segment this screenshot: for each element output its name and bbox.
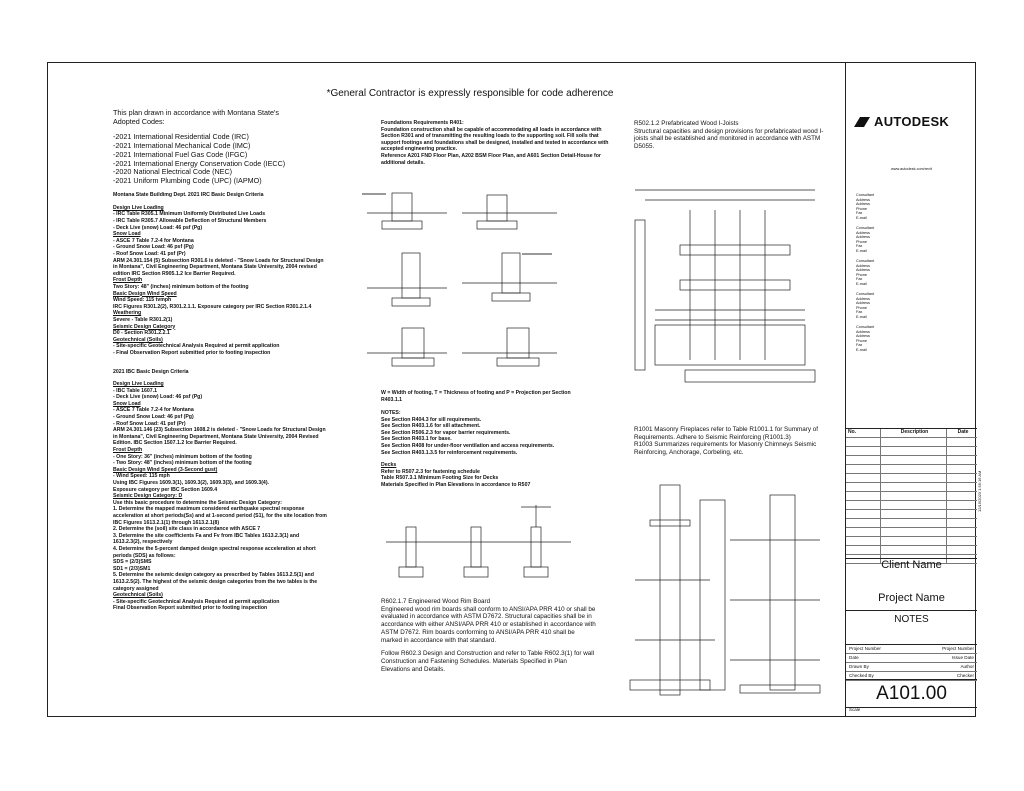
foundation-title: Foundations Requirements R401: bbox=[381, 120, 464, 126]
revision-row bbox=[846, 537, 977, 546]
i-joist-drawing bbox=[625, 170, 830, 410]
foundation-section bbox=[381, 120, 609, 166]
autodesk-logo bbox=[854, 114, 949, 129]
contractor-note: *General Contractor is expressly responsible for code adherence bbox=[326, 88, 614, 99]
footing-details-drawing bbox=[362, 183, 562, 388]
ibc-line: 2. Determine the (soil) site class in accordance with ASCE 7 bbox=[113, 526, 261, 533]
consultant-line: E-mail bbox=[856, 281, 867, 286]
irc-line: D0 - Section R301.2.2.1 bbox=[113, 330, 170, 337]
wtp-note: W = Width of footing, T = Thickness of footing and P = Projection per Section R403.1.1 bbox=[381, 390, 573, 403]
irc-line: Basic Design Wind Speed bbox=[113, 290, 177, 297]
ibc-line: Exposure category per IBC Section 1609.4 bbox=[113, 486, 218, 493]
notes-title: NOTES: bbox=[381, 410, 401, 416]
revision-row bbox=[846, 501, 977, 510]
ibc-line: - Site-specific Geotechnical Analysis Required at permit application bbox=[113, 598, 280, 605]
irc-line: - Ground Snow Load: 46 psf (Pg) bbox=[113, 244, 194, 251]
revision-row bbox=[846, 546, 977, 555]
client-name: Client Name bbox=[846, 558, 977, 571]
consultant-line: Address bbox=[856, 202, 870, 207]
code-item: -2021 International Residential Code (IRC) bbox=[113, 131, 249, 141]
deck-footing-drawing bbox=[381, 497, 581, 597]
ibc-line: Snow Load bbox=[113, 400, 141, 407]
revision-table bbox=[846, 428, 977, 564]
consultant-line: Fax bbox=[856, 277, 863, 282]
fireplace-chimney-drawing bbox=[620, 480, 835, 705]
consultant-line: Consultant bbox=[856, 325, 875, 329]
irc-line: - ASCE 7 Table 7.2-4 for Montana bbox=[113, 237, 194, 244]
irc-line: Geotechnical (Soils) bbox=[113, 336, 163, 343]
consultant-line: Address bbox=[856, 329, 870, 334]
consultant-line: E-mail bbox=[856, 215, 867, 220]
ibc-line: - Two Story: 48" (inches) minimum bottom of the footing bbox=[113, 460, 252, 467]
ibc-line: - Ground Snow Load: 46 psf (Pg) bbox=[113, 414, 194, 421]
ibc-line: 5. Determine the seismic design category as prescribed by Tables 1613.2.5(1) and 1613.2.5(2). The highest of the seismic design categories from the two tables is the category assigned bbox=[113, 572, 319, 592]
autodesk-logo-icon bbox=[854, 117, 870, 127]
irc-line: - IRC Table R305.1 Minimum Uniformly Distributed Live Loads bbox=[113, 211, 266, 218]
ibc-line: 4. Determine the 5-percent damped design spectral response acceleration at short periods (SDS) as follows: bbox=[113, 545, 318, 559]
foundation-text: Foundation construction shall be capable of accommodating all loads in accordance with Section R301 and of transmitting the resulting loads to the supporting soil. Fill soils that support footings and foundations shall be designed, installed and tested in accordance with accepted engineering practice. Reference A201 FND Floor Plan, A202 BSM Floor Plan, and A601 Section Detail-House for additional details. bbox=[381, 126, 609, 166]
irc-line: Snow Load bbox=[113, 231, 141, 238]
consultant-line: E-mail bbox=[856, 314, 867, 319]
ibc-line: - Roof Snow Load: 41 psf (Pr) bbox=[113, 420, 186, 427]
decks-list bbox=[381, 469, 581, 489]
consultant-line: Address bbox=[856, 334, 870, 339]
consultant-line: Consultant bbox=[856, 292, 875, 296]
print-timestamp: 12/15/2023 1:55:16 AM bbox=[977, 470, 982, 512]
ibc-line: - One Story: 36" (inches) minimum bottom of the footing bbox=[113, 453, 252, 460]
ibc-line: - Deck Live (snow) Load: 46 psf (Pg) bbox=[113, 394, 203, 401]
consultant-block-3 bbox=[856, 259, 874, 287]
deck-item: Materials Specified in Plan Elevations in accordance to R507 bbox=[381, 481, 531, 488]
deck-item: Table R507.3.1 Minimum Footing Size for Decks bbox=[381, 475, 499, 482]
info-row-checked-by: Checked By Checker bbox=[846, 672, 977, 681]
consultant-line: Consultant bbox=[856, 259, 875, 263]
ibc-criteria-title: 2021 IBC Basic Design Criteria bbox=[113, 368, 189, 375]
ibc-line: Design Live Loading bbox=[113, 381, 164, 388]
irc-line: Wind Speed: 115 tvmph bbox=[113, 297, 172, 304]
consultant-block-5 bbox=[856, 325, 874, 353]
title-block bbox=[845, 62, 976, 717]
irc-line: Seismic Design Category bbox=[113, 323, 176, 330]
sheet-title: NOTES bbox=[846, 610, 977, 641]
revision-row bbox=[846, 456, 977, 465]
follow-text: Follow R602.3 Design and Construction and refer to Table R602.3(1) for wall Construction and Fastening Schedules. Materials Specified in Plan Elevations and Details. bbox=[381, 650, 596, 673]
irc-criteria-title: Montana State Buildimg Dept. 2021 IRC Basic Design Criteria bbox=[113, 192, 264, 199]
revision-row bbox=[846, 447, 977, 456]
ibc-line: SDS = (2/3)SMS bbox=[113, 559, 152, 566]
ibc-criteria-list bbox=[113, 381, 328, 612]
consultant-line: Fax bbox=[856, 310, 863, 315]
revision-row bbox=[846, 438, 977, 447]
fireplace-text: R1001 Masonry Fireplaces refer to Table R1001.1 for Summary of Requirements. Adhere to Seismic Reinforcing (R1001.3) R1003 Summarizes requirements for Masonry Chimneys Seismic Reinforcing, Anchorage, Corbeling, etc. bbox=[634, 426, 818, 457]
irc-line: - Roof Snow Load: 41 psf (Pr) bbox=[113, 251, 186, 257]
notes-list bbox=[381, 417, 581, 457]
consultant-block-4 bbox=[856, 292, 874, 320]
consultant-line: Phone bbox=[856, 239, 867, 244]
ibc-line: Seismic Design Category: D bbox=[113, 493, 183, 500]
ibc-line: 1. Determine the mapped maximum considered earthquake spectral response acceleration at short periods(Ss) and at 1-second period (S1), for the site location from IBC Figures 1613.2.1(1) through 1613.2.1(8) bbox=[113, 506, 329, 526]
ijoist-text: Structural capacities and design provisions for prefabricated wood I-joists shall be established and monitored in accordance with ASTM D5055. bbox=[634, 127, 824, 151]
adopted-codes-list bbox=[113, 133, 328, 186]
irc-criteria-list bbox=[113, 205, 328, 357]
consultant-block-2 bbox=[856, 226, 874, 254]
notes-section bbox=[381, 410, 581, 489]
note-item: See Section R403.1.6 for sill attachment. bbox=[381, 423, 481, 430]
code-item: -2021 International Fuel Gas Code (IFGC) bbox=[113, 149, 248, 159]
ibc-line: ARM 24.301.146 (23) Subsection 1608.2 is deleted - "Snow Loads for Structural Design in Montana", Civil Engineering Department, Montana State University, 2004 Revised Edition. IBC Section 1507.1.2 Ice Barrier Required. bbox=[113, 427, 328, 447]
consultant-line: Consultant bbox=[856, 226, 875, 230]
ibc-line: - Wind Speed: 115 mph bbox=[113, 473, 170, 480]
consultant-line: Address bbox=[856, 296, 870, 301]
rim-title: R602.1.7 Engineered Wood Rim Board bbox=[381, 598, 491, 605]
rev-col-description: Description bbox=[881, 429, 947, 437]
consultant-line: Consultant bbox=[856, 193, 875, 197]
ijoist-title: R502.1.2 Prefabricated Wood I-Joists bbox=[634, 120, 739, 127]
fireplace-section bbox=[634, 426, 834, 457]
irc-line: - Site-specific Geotechnical Analysis Required at permit application bbox=[113, 343, 280, 350]
rim-text: Engineered wood rim boards shall conform to ANSI/APA PRR 410 or shall be evaluated in accordance with ASTM D7672. Structural capacities shall be in accordance with either ANSI/APA PRR 410 or established in accordance with ASTM D7672. Rim boards conforming to ANSI/APA PRR 410 shall be marked in accordance with that standard. bbox=[381, 605, 598, 644]
consultant-line: Address bbox=[856, 230, 870, 235]
rev-col-no: No. bbox=[846, 429, 881, 437]
irc-line: - Deck Live (snow) Load: 46 psf (Pg) bbox=[113, 224, 203, 231]
project-name: Project Name bbox=[878, 592, 945, 604]
project-info-table bbox=[846, 644, 977, 681]
irc-line: Severe - Table R301.2(1) bbox=[113, 316, 173, 323]
ibc-line: SD1 = (2/3)SM1 bbox=[113, 565, 151, 572]
irc-line: Frost Depth bbox=[113, 277, 143, 284]
consultant-line: Phone bbox=[856, 338, 867, 343]
code-intro: This plan drawn in accordance with Montana State's Adopted Codes: bbox=[113, 108, 281, 126]
ibc-line: Final Observation Report submitted prior to footing inspection bbox=[113, 605, 268, 612]
ibc-line: 3. Determine the site coefficients Fa and Fv from IBC Tables 1613.2.3(1) and 1613.2.3(2), respectively bbox=[113, 532, 301, 546]
consultant-block-1 bbox=[856, 193, 874, 221]
sheet-number: A101.00 bbox=[846, 679, 977, 708]
ibc-line: Using IBC Figures 1609.3(1), 1609.3(2), 1609.3(3), and 1609.3(4). bbox=[113, 480, 269, 486]
rim-board-section bbox=[381, 598, 596, 673]
consultant-line: Address bbox=[856, 197, 870, 202]
code-item: -2021 Uniform Plumbing Code (UPC) (IAPMO) bbox=[113, 176, 262, 186]
ibc-line: Use this basic procedure to determine the Seismic Design Category: bbox=[113, 499, 282, 506]
revision-row bbox=[846, 519, 977, 528]
revision-row bbox=[846, 465, 977, 474]
consultant-line: Fax bbox=[856, 244, 863, 249]
irc-line: Weathering bbox=[113, 310, 142, 317]
note-item: See Section R403.1 for base. bbox=[381, 436, 452, 443]
consultant-line: E-mail bbox=[856, 347, 867, 352]
autodesk-logo-text: AUTODESK bbox=[874, 114, 950, 129]
ibc-line: Geotechnical (Soils) bbox=[113, 592, 163, 599]
consultant-line: Phone bbox=[856, 272, 867, 277]
irc-line: - Final Observation Report submitted prior to footing inspection bbox=[113, 349, 271, 356]
ibc-line: Basic Design Wind Speed (3-Second gust) bbox=[113, 466, 218, 473]
irc-line: Design Live Loading bbox=[113, 204, 164, 211]
left-column bbox=[113, 109, 328, 612]
consultant-line: Phone bbox=[856, 305, 867, 310]
note-item: See Section R506.2.3 for vapor barrier requirements. bbox=[381, 429, 511, 436]
revision-row bbox=[846, 483, 977, 492]
consultant-line: Fax bbox=[856, 211, 863, 216]
consultant-line: Address bbox=[856, 235, 870, 240]
consultant-line: Fax bbox=[856, 343, 863, 348]
irc-line: Two Story: 48" (inches) minimum bottom of the footing bbox=[113, 283, 249, 290]
consultant-line: E-mail bbox=[856, 248, 867, 253]
revision-row bbox=[846, 510, 977, 519]
ibc-line: - IBC Table 1607.1 bbox=[113, 387, 158, 394]
revision-row bbox=[846, 474, 977, 483]
info-row-date: Date Issue Date bbox=[846, 654, 977, 663]
revision-header-row bbox=[846, 429, 977, 438]
code-item: -2021 International Energy Conservation Code (IECC) bbox=[113, 158, 286, 168]
note-item: See Section R403.1.3.5 for reinforcement requirements. bbox=[381, 449, 518, 456]
deck-item: Refer to R507.2.3 for fastening schedule bbox=[381, 468, 480, 475]
info-row-drawn-by: Drawn By Author bbox=[846, 663, 977, 672]
consultant-line: Address bbox=[856, 263, 870, 268]
info-row-project-number: Project Number Project Number bbox=[846, 645, 977, 654]
consultant-line: Address bbox=[856, 301, 870, 306]
note-item: See Section R404.3 for sill requirements. bbox=[381, 416, 482, 423]
code-item: -2020 National Electrical Code (NEC) bbox=[113, 167, 233, 177]
ibc-line: - ASCE 7 Table 7.2-4 for Montana bbox=[113, 407, 194, 414]
irc-line: ARM 24.301.154 (5) Subsection R301.6 is deleted - "Snow Loads for Structural Design in Montana", Civil Engineering Department, Montana State University, 2004 revised edition IRC Section R905.1.2 Ice Barrier Required. bbox=[113, 257, 326, 277]
irc-line: - IRC Table R305.7 Allowable Deflection of Structural Members bbox=[113, 218, 267, 225]
ibc-line: Frost Depth bbox=[113, 447, 143, 454]
note-item: See Section R408 for under-floor ventilation and access requirements. bbox=[381, 442, 555, 449]
ijoist-section bbox=[634, 120, 834, 151]
revision-row bbox=[846, 528, 977, 537]
footing-legend bbox=[381, 390, 581, 403]
code-item: -2021 International Mechanical Code (IMC) bbox=[113, 140, 251, 150]
irc-line: IRC Figures R301.2(2), R301.2.1.1. Exposure category per IRC Section R301.2.1.4 bbox=[113, 303, 312, 310]
consultant-line: Address bbox=[856, 268, 870, 273]
scale-label: Scale bbox=[849, 707, 861, 712]
revision-row bbox=[846, 492, 977, 501]
consultant-line: Phone bbox=[856, 206, 867, 211]
decks-title: Decks bbox=[381, 462, 397, 469]
autodesk-url: www.autodesk.com/revit bbox=[891, 167, 932, 171]
rev-col-date: Date bbox=[957, 429, 969, 435]
